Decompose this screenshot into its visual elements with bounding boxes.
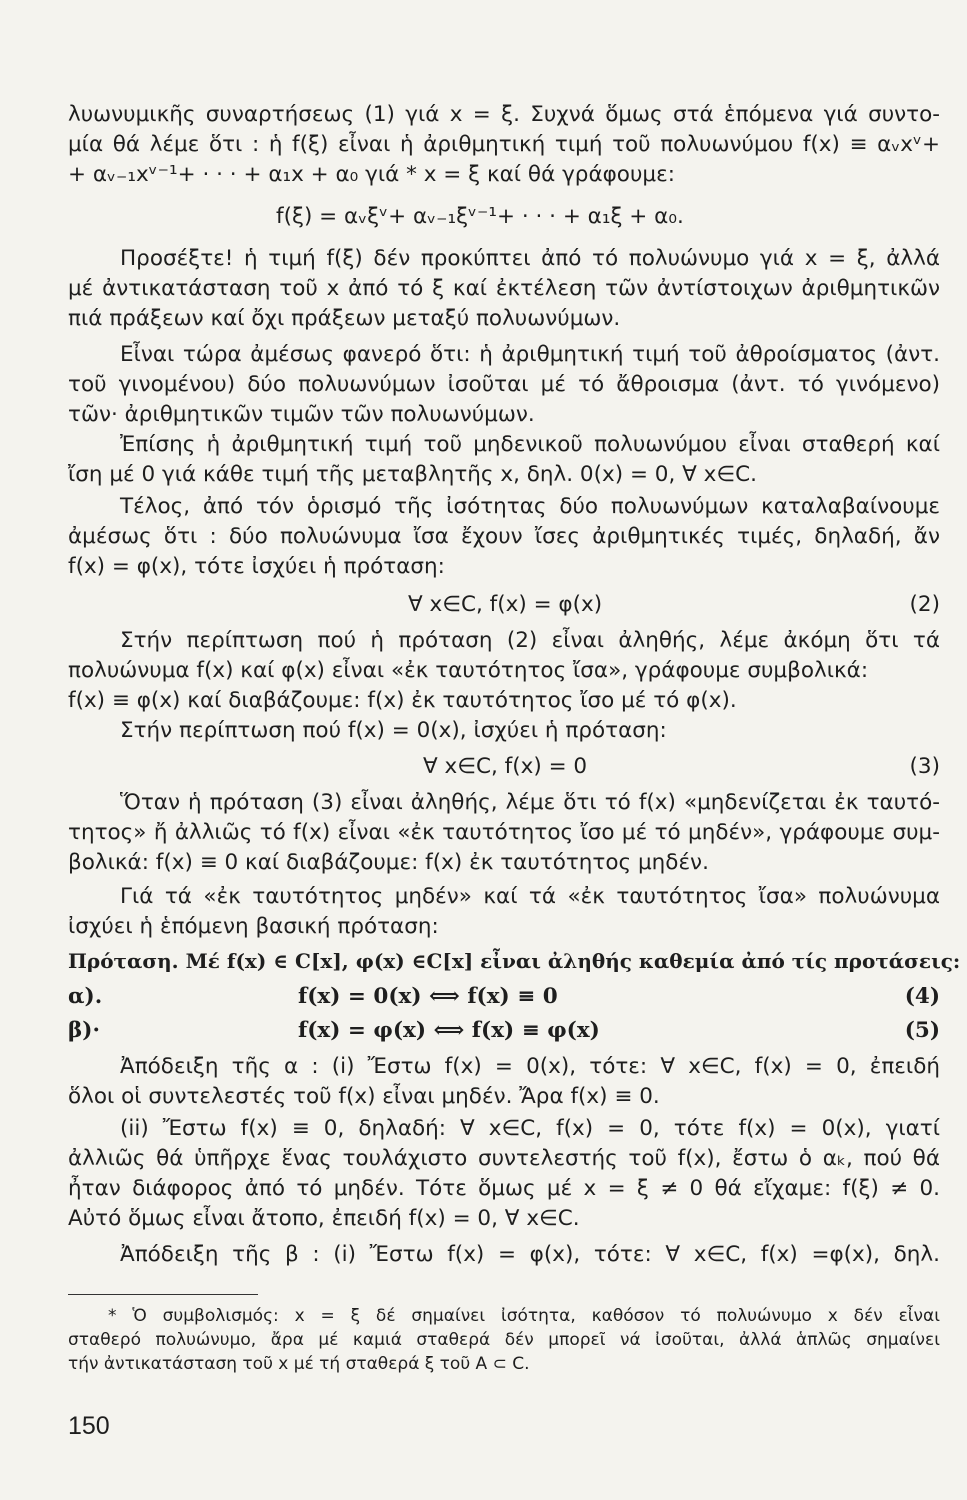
proof-line: ὅλοι οἱ συντελεστές τοῦ f(x) εἶναι μηδέν. Ἄρα f(x) ≡ 0. [68, 1084, 660, 1109]
text-line: μέ ἀντικατάσταση τοῦ x ἀπό τό ξ καί ἐκτέλεση τῶν ἀντίστοιχων ἀριθμητικῶν [68, 276, 940, 301]
footnote-line: σταθερό πολυώνυμο, ἄρα μέ καμιά σταθερά δέν μπορεῖ νά ἰσοῦται, ἀλλά ἁπλῶς σημαίνει [68, 1330, 940, 1350]
text-line: f(x) ≡ φ(x) καί διαβάζουμε: f(x) ἐκ ταυτότητος ἴσο μέ τό φ(x). [68, 688, 737, 713]
footnote-rule [68, 1294, 258, 1295]
text-line: Στήν περίπτωση πού f(x) = 0(x), ἰσχύει ἡ πρόταση: [120, 718, 667, 743]
text-line: πιά πράξεων καί ὄχι πράξεων μεταξύ πολυωνύμων. [68, 306, 621, 331]
text-line: Προσέξτε! ἡ τιμή f(ξ) δέν προκύπτει ἀπό τό πολυώνυμο γιά x = ξ, ἀλλά [120, 246, 940, 271]
equation-number: (4) [904, 984, 940, 1009]
text-line: Εἶναι τώρα ἀμέσως φανερό ὅτι: ἡ ἀριθμητική τιμή τοῦ ἀθροίσματος (ἀντ. [120, 342, 940, 367]
proof-line: ἦταν διάφορος ἀπό τό μηδέν. Τότε ὅμως μέ x = ξ ≠ 0 θά εἴχαμε: f(ξ) ≠ 0. [68, 1176, 940, 1201]
text-line: μία θά λέμε ὅτι : ἡ f(ξ) εἶναι ἡ ἀριθμητική τιμή τοῦ πολυωνύμου f(x) ≡ αᵥxᵛ+ [68, 132, 940, 157]
text-line: Ἐπίσης ἡ ἀριθμητική τιμή τοῦ μηδενικοῦ πολυωνύμου εἶναι σταθερή καί [120, 432, 940, 457]
proof-line: Ἀπόδειξη τῆς α : (i) Ἔστω f(x) = 0(x), τότε: ∀ x∈C, f(x) = 0, ἐπειδή [120, 1054, 940, 1079]
proof-line: Αὐτό ὅμως εἶναι ἄτοπο, ἐπειδή f(x) = 0, ∀ x∈C. [68, 1206, 580, 1231]
equation: ∀ x∈C, f(x) = φ(x) [408, 592, 603, 617]
footnote-line: * Ὁ συμβολισμός: x = ξ δέ σημαίνει ἰσότητα, καθόσον τό πολυώνυμο x δέν εἶναι [108, 1306, 940, 1326]
proof-line: ἀλλιῶς θά ὑπῆρχε ἕνας τουλάχιστο συντελεστής τοῦ f(x), ἔστω ὁ αₖ, πού θά [68, 1146, 940, 1171]
text-line: λυωνυμικῆς συναρτήσεως (1) γιά x = ξ. Συχνά ὅμως στά ἑπόμενα γιά συντο- [68, 102, 940, 127]
text-line: τῶν· ἀριθμητικῶν τιμῶν τῶν πολυωνύμων. [68, 402, 535, 427]
text-line: ἰσχύει ἡ ἑπόμενη βασική πρόταση: [68, 914, 439, 939]
equivalence: f(x) = φ(x) ⟺ f(x) ≡ φ(x) [298, 1018, 600, 1043]
text-line: Τέλος, ἀπό τόν ὁρισμό τῆς ἰσότητας δύο πολυωνύμων καταλαβαίνουμε [120, 494, 940, 519]
text-line: Γιά τά «ἐκ ταυτότητος μηδέν» καί τά «ἐκ ταυτότητος ἴσα» πολυώνυμα [120, 884, 940, 909]
equation: ∀ x∈C, f(x) = 0 [423, 754, 588, 779]
proposition-statement: Πρόταση. Μέ f(x) ∈ C[x], φ(x) ∈C[x] εἶναι ἀληθής καθεμία ἀπό τίς προτάσεις: [68, 949, 961, 973]
text-line: Στήν περίπτωση πού ἡ πρόταση (2) εἶναι ἀληθής, λέμε ἀκόμη ὅτι τά [120, 628, 940, 653]
text-line: τητος» ἤ ἀλλιῶς τό f(x) εἶναι «ἐκ ταυτότητος ἴσο μέ τό μηδέν», γράφουμε συμ- [68, 820, 940, 845]
item-label: α). [68, 984, 103, 1009]
text-line: ἀμέσως ὅτι : δύο πολυώνυμα ἴσα ἔχουν ἴσες ἀριθμητικές τιμές, δηλαδή, ἄν [68, 524, 940, 549]
page-number: 150 [68, 1412, 110, 1440]
text-line: πολυώνυμα f(x) καί φ(x) εἶναι «ἐκ ταυτότητος ἴσα», γράφουμε συμβολικά: [68, 658, 869, 683]
proposition-a [68, 982, 940, 1012]
equation-number: (3) [909, 754, 940, 779]
equation-number: (2) [909, 592, 940, 617]
equation: f(ξ) = αᵥξᵛ+ αᵥ₋₁ξᵛ⁻¹+ · · · + α₁ξ + α₀. [276, 204, 684, 229]
equivalence: f(x) = 0(x) ⟺ f(x) ≡ 0 [298, 984, 558, 1009]
proof-line: Ἀπόδειξη τῆς β : (i) Ἔστω f(x) = φ(x), τότε: ∀ x∈C, f(x) =φ(x), δηλ. [120, 1242, 940, 1267]
text-line: Ὅταν ἡ πρόταση (3) εἶναι ἀληθής, λέμε ὅτι τό f(x) «μηδενίζεται ἐκ ταυτό- [120, 790, 940, 815]
proposition-b [68, 1016, 940, 1046]
text-line: βολικά: f(x) ≡ 0 καί διαβάζουμε: f(x) ἐκ ταυτότητος μηδέν. [68, 850, 709, 875]
equation-number: (5) [904, 1018, 940, 1043]
text-line: τοῦ γινομένου) δύο πολυωνύμων ἰσοῦται μέ τό ἄθροισμα (ἀντ. τό γινόμενο) [68, 372, 940, 397]
text-line: + αᵥ₋₁xᵛ⁻¹+ · · · + α₁x + α₀ γιά * x = ξ καί θά γράφουμε: [68, 162, 675, 187]
item-label: β)· [68, 1018, 100, 1043]
footnote-line: τήν ἀντικατάσταση τοῦ x μέ τή σταθερά ξ τοῦ A ⊂ C. [68, 1354, 530, 1374]
text-line: f(x) = φ(x), τότε ἰσχύει ἡ πρόταση: [68, 554, 445, 579]
proof-line: (ii) Ἔστω f(x) ≡ 0, δηλαδή: ∀ x∈C, f(x) = 0, τότε f(x) = 0(x), γιατί [120, 1116, 940, 1141]
text-line: ἴση μέ 0 γιά κάθε τιμή τῆς μεταβλητῆς x, δηλ. 0(x) = 0, ∀ x∈C. [68, 462, 757, 487]
